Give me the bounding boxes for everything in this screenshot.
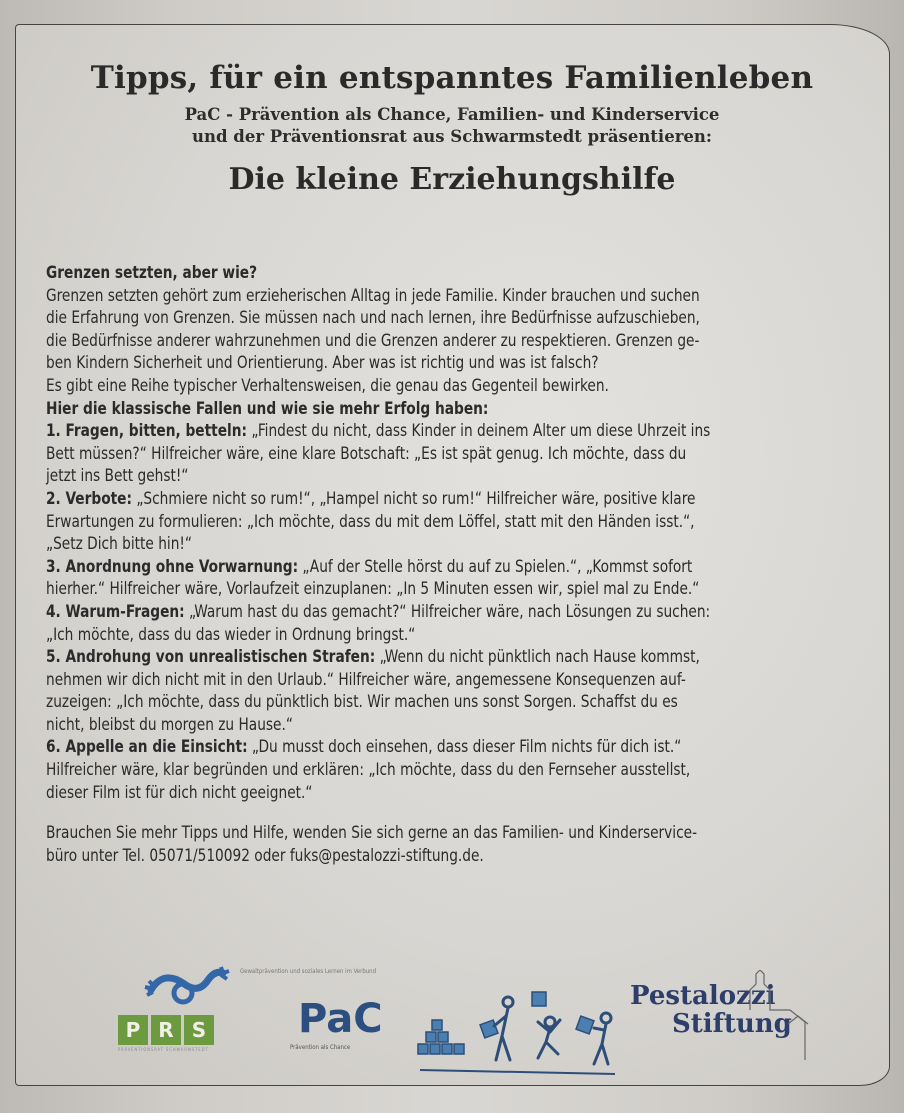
tip-text: nehmen wir dich nicht mit in den Urlaub.“ Hilfreicher wäre, angemessene Konsequenzen auf- xyxy=(46,669,686,689)
intro-heading: Grenzen setzten, aber wie? xyxy=(46,263,258,282)
tip-item-3 xyxy=(46,556,818,601)
tip-item-2 xyxy=(46,488,818,556)
tip-text: „Findest du nicht, dass Kinder in deinem Alter um diese Uhrzeit ins xyxy=(246,421,711,441)
logo-tagline: Gewaltprävention und soziales Lernen im Verbund xyxy=(240,968,377,975)
tip-text: Hilfreicher wäre, klar begründen und erklären: „Ich möchte, dass du den Fernseher ausstellst, xyxy=(46,760,691,780)
tip-label: 1. Fragen, bitten, betteln: xyxy=(46,421,247,441)
building-icon xyxy=(630,970,820,1060)
tip-text: dieser Film ist für dich nicht geeignet.“ xyxy=(46,782,313,802)
tip-label: 4. Warum-Fragen: xyxy=(46,601,185,621)
tip-text: Erwartungen zu formulieren: „Ich möchte, dass du mit dem Löffel, statt mit den Händen isst.“, xyxy=(46,511,695,531)
tip-text: zuzeigen: „Ich möchte, dass du pünktlich bist. Wir machen uns sonst Sorgen. Schaffst du es xyxy=(46,692,678,712)
page-title: Tipps, für ein entspanntes Familienleben xyxy=(90,60,814,96)
pestalozzi-logo xyxy=(630,982,792,1038)
pac-subtitle: Prävention als Chance xyxy=(290,1044,351,1051)
tip-item-4 xyxy=(46,601,818,646)
figure-icon xyxy=(143,965,233,1015)
intro-line: Grenzen setzten gehört zum erzieherischen Alltag in jede Familie. Kinder brauchen und suchen xyxy=(46,285,700,305)
tip-text: „Du musst doch einsehen, dass dieser Film nichts für dich ist.“ xyxy=(247,737,682,757)
tip-label: 6. Appelle an die Einsicht: xyxy=(46,737,248,757)
tip-text: Bett müssen?“ Hilfreicher wäre, eine klare Botschaft: „Es ist spät genug. Ich möchte, dass du xyxy=(46,443,687,463)
tip-text: „Auf der Stelle hörst du auf zu Spielen.“, „Kommst sofort xyxy=(298,556,693,576)
pac-name: PaC xyxy=(298,996,383,1042)
children-playing-icon xyxy=(410,980,620,1080)
tip-text: hierher.“ Hilfreicher wäre, Vorlaufzeit einzuplanen: „In 5 Minuten essen wir, spiel mal zu Ende.“ xyxy=(46,579,700,599)
pestalozzi-name: Pestalozzi xyxy=(630,981,776,1011)
intro-line: Es gibt eine Reihe typischer Verhaltensweisen, die genau das Gegenteil bewirken. xyxy=(46,375,609,395)
tip-label: 5. Androhung von unrealistischen Strafen: xyxy=(46,647,376,667)
tip-text: „Wenn du nicht pünktlich nach Hause kommst, xyxy=(375,647,700,667)
tip-item-5 xyxy=(46,646,818,736)
prs-letter: S xyxy=(184,1015,214,1045)
pac-logo xyxy=(290,996,383,1051)
tip-text: „Warum hast du das gemacht?“ Hilfreicher wäre, nach Lösungen zu suchen: xyxy=(184,601,711,621)
tip-text: jetzt ins Bett gehst!“ xyxy=(46,466,189,486)
intro-line: ben Kindern Sicherheit und Orientierung. Aber was ist richtig und was ist falsch? xyxy=(46,353,599,373)
prs-letter: P xyxy=(118,1015,148,1045)
contact-line-2: büro unter Tel. 05071/510092 oder fuks@pestalozzi-stiftung.de. xyxy=(46,845,484,865)
tip-label: 2. Verbote: xyxy=(46,488,132,508)
tip-item-1 xyxy=(46,420,818,488)
tip-text: „Ich möchte, dass du das wieder in Ordnung bringst.“ xyxy=(46,624,416,644)
contact-line-1: Brauchen Sie mehr Tipps und Hilfe, wenden Sie sich gerne an das Familien- und Kinderservice- xyxy=(46,823,698,843)
tip-label: 3. Anordnung ohne Vorwarnung: xyxy=(46,556,299,576)
list-heading: Hier die klassische Fallen und wie sie mehr Erfolg haben: xyxy=(46,398,489,418)
intro-line: die Erfahrung von Grenzen. Sie müssen nach und nach lernen, ihre Bedürfnisse aufzuschieben, xyxy=(46,308,700,328)
prs-logo xyxy=(118,960,228,1052)
logo-strip xyxy=(0,960,904,1080)
intro-line: die Bedürfnisse anderer wahrzunehmen und die Grenzen anderer zu respektieren. Grenzen ge- xyxy=(46,330,700,350)
article-body xyxy=(46,262,818,867)
subtitle-line-2: und der Präventionsrat aus Schwarmstedt präsentieren: xyxy=(192,127,712,146)
prs-subtitle: PRÄVENTIONSRAT SCHWARMSTEDT xyxy=(118,1047,209,1052)
header xyxy=(0,60,904,197)
stiftung-name: Stiftung xyxy=(672,1009,792,1039)
subtitle-line-1: PaC - Prävention als Chance, Familien- und Kinderservice xyxy=(184,105,720,124)
prs-letter: R xyxy=(151,1015,181,1045)
tip-text: nicht, bleibst du morgen zu Hause.“ xyxy=(46,714,293,734)
tip-item-6 xyxy=(46,736,818,804)
main-title: Die kleine Erziehungshilfe xyxy=(228,162,676,197)
tip-text: „Setz Dich bitte hin!“ xyxy=(46,534,192,554)
tip-text: „Schmiere nicht so rum!“, „Hampel nicht so rum!“ Hilfreicher wäre, positive klare xyxy=(131,488,696,508)
